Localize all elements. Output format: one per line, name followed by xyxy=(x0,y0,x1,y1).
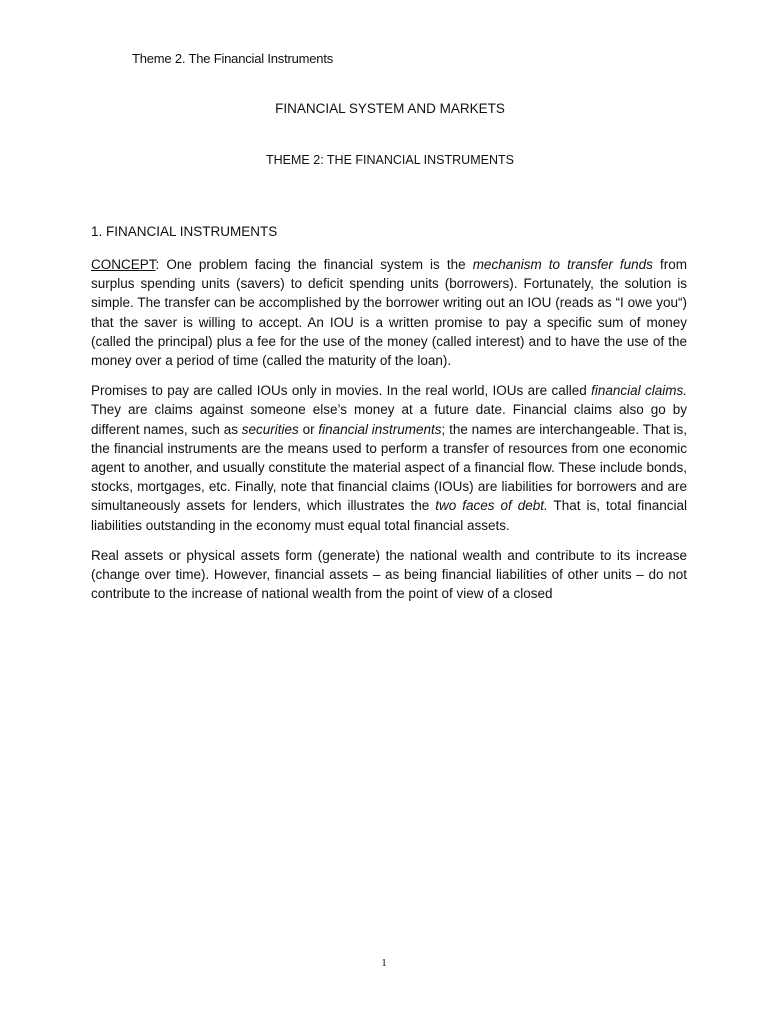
paragraph-concept xyxy=(91,255,687,370)
paragraph-real-assets xyxy=(91,546,687,604)
document-subtitle: THEME 2: THE FINANCIAL INSTRUMENTS xyxy=(266,153,514,167)
emphasis-text: mechanism to transfer funds xyxy=(472,257,653,272)
emphasis-text: financial claims. xyxy=(591,383,687,399)
emphasis-text: two faces of debt. xyxy=(435,498,548,514)
paragraph-text: from surplus spending units (savers) to deficit spending units (borrowers). Fortunately, the solution is simple. The transfer can be accomplished by the borrower writing out an IOU (reads as “I owe you“) that the saver is willing to accept. An IOU is a written promise to pay a specific sum of money (called the principal) plus a fee for the use of the money (called interest) and to have the use of the money over a period of time (called the maturity of the loan). xyxy=(91,257,687,369)
concept-label: CONCEPT xyxy=(91,257,156,272)
paragraph-text: : One problem facing the financial system is the xyxy=(155,257,473,272)
page-number: 1 xyxy=(381,957,387,969)
paragraph-text: ; the names are interchangeable. That is, the financial instruments are the means used to perform a transfer of resources from one economic agent to another, and usually constitute the material aspect of a financial flow. These include bonds, stocks, mortgages, etc. Finally, note that financial claims (IOUs) are liabilities for borrowers and are simultaneously assets for lenders, which illustrates the xyxy=(91,421,687,514)
section-heading: 1. FINANCIAL INSTRUMENTS xyxy=(91,224,278,239)
paragraph-text: They are claims against someone else’s money at a future date. Financial claims also go by different names, such as xyxy=(91,402,687,437)
paragraph-financial-claims xyxy=(91,381,687,535)
document-title: FINANCIAL SYSTEM AND MARKETS xyxy=(275,101,505,116)
emphasis-text: securities xyxy=(241,421,299,437)
paragraph-text: Promises to pay are called IOUs only in movies. In the real world, IOUs are called xyxy=(91,383,592,399)
document-body xyxy=(91,255,687,614)
paragraph-text: Real assets or physical assets form (generate) the national wealth and contribute to its increase (change over time). However, financial assets – as being financial liabilities of other units – do not contribute to the increase of national wealth from the point of view of a closed xyxy=(91,547,687,602)
paragraph-text: or xyxy=(298,421,319,437)
paragraph-text: That is, total financial liabilities outstanding in the economy must equal total financial assets. xyxy=(91,498,687,533)
running-header: Theme 2. The Financial Instruments xyxy=(132,51,334,66)
emphasis-text: financial instruments xyxy=(318,421,442,437)
